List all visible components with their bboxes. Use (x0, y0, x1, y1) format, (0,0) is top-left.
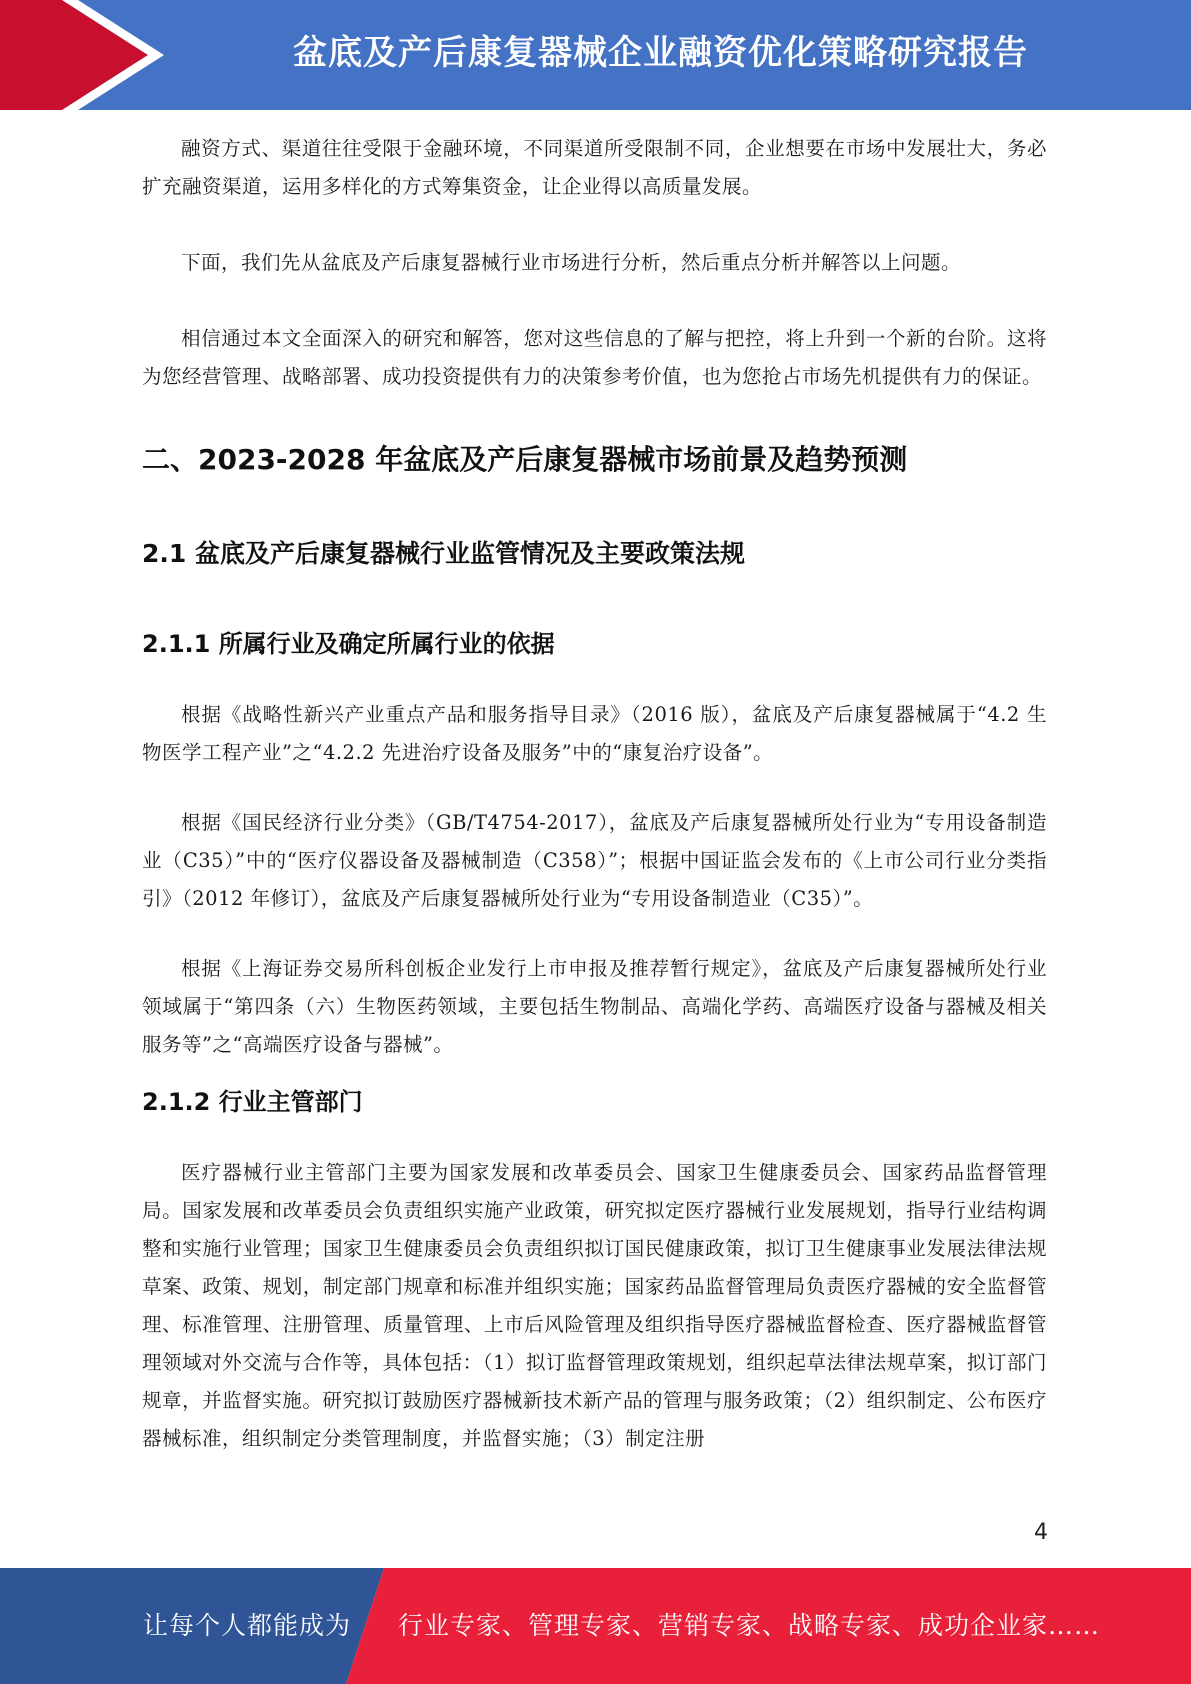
page-header (0, 0, 1191, 110)
subsection-heading-2-1-2: 2.1.2 行业主管部门 (142, 1088, 363, 1116)
intro-paragraph-3: 相信通过本文全面深入的研究和解答，您对这些信息的了解与把控，将上升到一个新的台阶。这将为您经营管理、战略部署、成功投资提供有力的决策参考价值，也为您抢占市场先机提供有力的保证。 (142, 327, 1047, 388)
industry-basis-paragraph-3: 根据《上海证券交易所科创板企业发行上市申报及推荐暂行规定》，盆底及产后康复器械所处行业领域属于“第四条（六）生物医药领域，主要包括生物制品、高端化学药、高端医疗设备与器械及相关服务等”之“高端医疗设备与器械”。 (142, 957, 1047, 1056)
intro-paragraph-1: 融资方式、渠道往往受限于金融环境，不同渠道所受限制不同，企业想要在市场中发展壮大，务必扩充融资渠道，运用多样化的方式筹集资金，让企业得以高质量发展。 (142, 137, 1047, 198)
intro-paragraph-2: 下面，我们先从盆底及产后康复器械行业市场进行分析，然后重点分析并解答以上问题。 (181, 251, 962, 274)
footer-slogan-left: 让每个人都能成为 (143, 1611, 352, 1640)
industry-basis-paragraph-2: 根据《国民经济行业分类》（GB/T4754-2017），盆底及产后康复器械所处行业为“专用设备制造业（C35）”中的“医疗仪器设备及器械制造（C358）”；根据中国证监会发布的《上市公司行业分类指引》（2012 年修订），盆底及产后康复器械所处行业为“专用设备制造业（C35）”。 (142, 811, 1047, 910)
page-number: 4 (1034, 1520, 1048, 1545)
footer-slogan-right: 行业专家、管理专家、营销专家、战略专家、成功企业家…… (398, 1611, 1101, 1640)
section-heading: 2.1 盆底及产后康复器械行业监管情况及主要政策法规 (142, 539, 745, 568)
report-title: 盆底及产后康复器械企业融资优化策略研究报告 (293, 33, 1028, 73)
industry-basis-paragraph-1: 根据《战略性新兴产业重点产品和服务指导目录》（2016 版），盆底及产后康复器械属于“4.2 生物医学工程产业”之“4.2.2 先进治疗设备及服务”中的“康复治疗设备”。 (142, 703, 1047, 764)
page-content (142, 130, 1047, 1458)
chapter-heading: 二、2023-2028 年盆底及产后康复器械市场前景及趋势预测 (142, 443, 908, 476)
page-footer (0, 1568, 1191, 1684)
authority-paragraph: 医疗器械行业主管部门主要为国家发展和改革委员会、国家卫生健康委员会、国家药品监督管理局。国家发展和改革委员会负责组织实施产业政策，研究拟定医疗器械行业发展规划，指导行业结构调整和实施行业管理；国家卫生健康委员会负责组织拟订国民健康政策，拟订卫生健康事业发展法律法规草案、政策、规划，制定部门规章和标准并组织实施；国家药品监督管理局负责医疗器械的安全监督管理、标准管理、注册管理、质量管理、上市后风险管理及组织指导医疗器械监督检查、医疗器械监督管理领域对外交流与合作等，具体包括：（1）拟订监督管理政策规划，组织起草法律法规草案，拟订部门规章，并监督实施。研究拟订鼓励医疗器械新技术新产品的管理与服务政策；（2）组织制定、公布医疗器械标准，组织制定分类管理制度，并监督实施；（3）制定注册 (142, 1161, 1047, 1450)
subsection-heading-2-1-1: 2.1.1 所属行业及确定所属行业的依据 (142, 630, 555, 658)
